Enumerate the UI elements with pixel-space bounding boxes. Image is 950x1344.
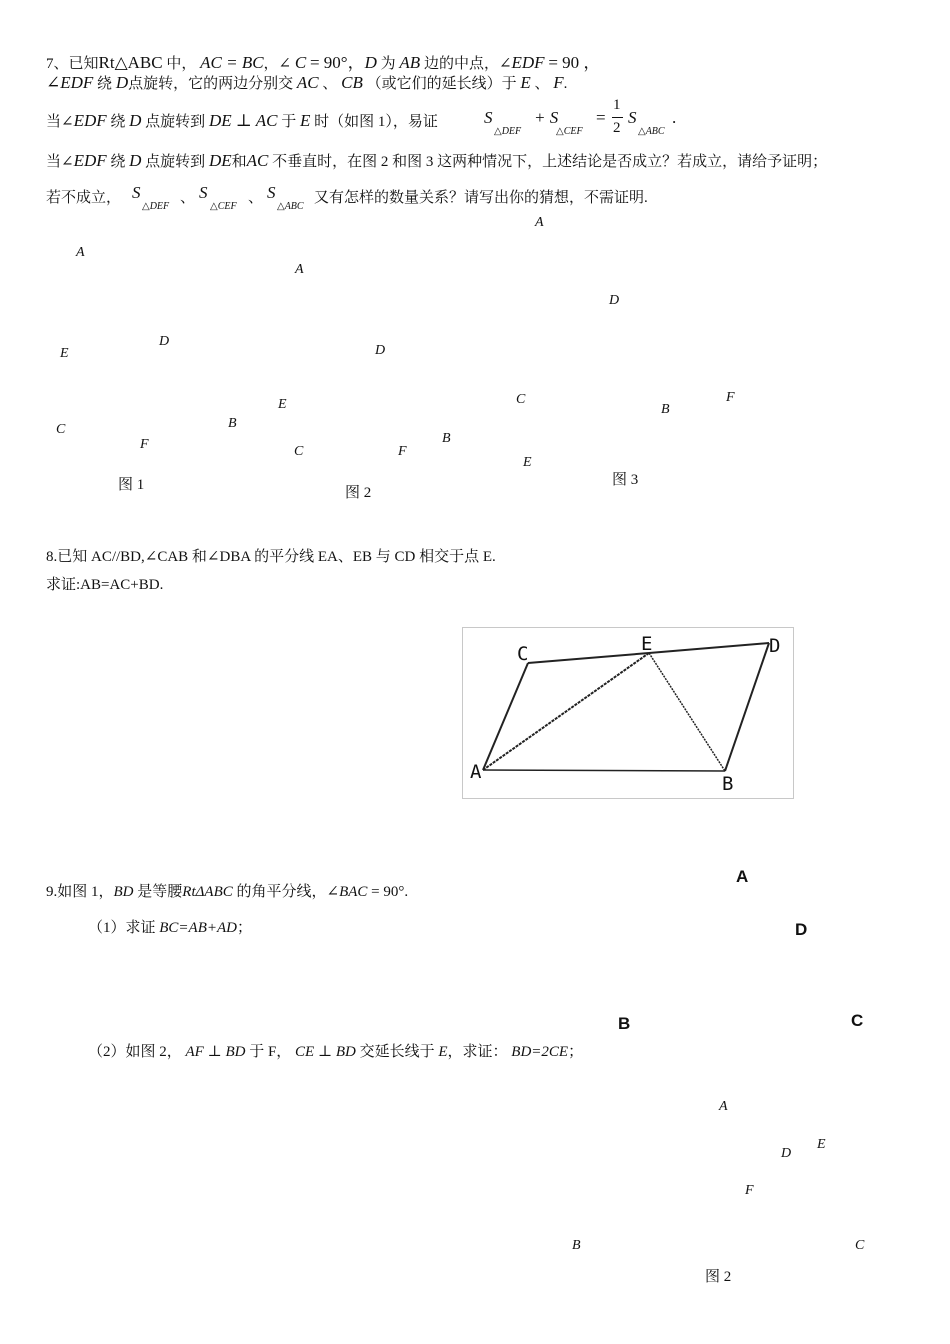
point-label-A: A xyxy=(719,1099,728,1114)
point-label-A: A xyxy=(76,245,85,260)
point-label-D: D xyxy=(609,293,620,308)
formula-eq: = xyxy=(596,108,606,127)
text: ； xyxy=(237,920,253,936)
problem9-part1 xyxy=(88,916,252,937)
text: （2）如图 2， xyxy=(88,1044,182,1060)
math: = 90° xyxy=(371,884,405,900)
text: （1）求证 xyxy=(88,920,156,936)
problem8-line1: 8.已知 AC//BD,∠CAB 和∠DBA 的平分线 EA、EB 与 CD 相交于点 E. xyxy=(46,549,496,565)
math: AF ⊥ BD xyxy=(185,1044,246,1060)
fraction-bar xyxy=(612,117,623,118)
math: C xyxy=(294,53,307,72)
point-label-C: C xyxy=(516,392,526,407)
text: 点旋转到 xyxy=(145,154,206,170)
figure-caption: 图 2 xyxy=(705,1269,732,1285)
problem7-line3 xyxy=(46,110,438,131)
point-label-D: D xyxy=(375,343,386,358)
math: DE xyxy=(208,151,232,170)
text: 是等腰 xyxy=(137,884,183,900)
math: DE ⊥ AC xyxy=(208,111,278,130)
math: AC xyxy=(246,151,269,170)
math: E xyxy=(438,1044,448,1060)
text: 绕 xyxy=(110,114,126,130)
point-label-D: D xyxy=(159,334,170,349)
point-label-C: C xyxy=(56,422,66,437)
problem8-figure xyxy=(462,627,794,799)
math: D xyxy=(364,53,377,72)
text: 中， xyxy=(166,56,197,72)
point-label-C: C xyxy=(851,1011,864,1030)
point-label-A: A xyxy=(535,215,544,230)
text: 的角平分线，∠ xyxy=(236,884,340,900)
problem7-line2 xyxy=(46,72,567,93)
math: CB xyxy=(341,73,363,92)
formula-sub: △ABC xyxy=(277,201,304,212)
problem7-line1 xyxy=(46,48,600,73)
point-label-B: B xyxy=(228,416,237,431)
point-label-E: E xyxy=(817,1137,826,1152)
formula-sub: △DEF xyxy=(142,201,170,212)
text: 9.如图 1， xyxy=(46,884,114,900)
point-label-E: E xyxy=(278,397,287,412)
math: AC xyxy=(296,73,319,92)
formula-end: . xyxy=(672,108,677,127)
figure-caption: 图 1 xyxy=(118,477,145,493)
point-label-D: D xyxy=(781,1146,792,1161)
text: 时（如图 1），易证 xyxy=(314,114,438,130)
figure-caption: 图 2 xyxy=(345,485,372,501)
point-label-A: A xyxy=(736,867,749,886)
point-label-C: C xyxy=(517,643,529,665)
point-label-C: C xyxy=(855,1238,865,1253)
text: ，求证： xyxy=(447,1044,508,1060)
text: 交延长线于 xyxy=(359,1044,435,1060)
text: ； xyxy=(568,1044,584,1060)
point-label-B: B xyxy=(661,402,670,417)
math: D xyxy=(115,73,129,92)
point-label-F: F xyxy=(745,1183,754,1198)
text: （或它们的延长线）于 xyxy=(366,76,517,92)
math: BD xyxy=(113,884,134,900)
math: D xyxy=(129,111,142,130)
text: 不垂直时，在图 2 和图 3 这两种情况下，上述结论是否成立？若成立，请给予证明； xyxy=(272,154,828,170)
point-label-A: A xyxy=(470,761,482,783)
text: . xyxy=(563,76,568,92)
formula-sub: △ABC xyxy=(638,126,665,137)
text: 当∠ xyxy=(46,114,74,130)
math: RtΔABC xyxy=(182,884,233,900)
point-label-F: F xyxy=(398,444,407,459)
formula-S: S xyxy=(132,183,141,202)
problem7-line5 xyxy=(46,186,121,207)
point-label-E: E xyxy=(523,455,532,470)
math: D xyxy=(129,151,142,170)
math: BD=2CE xyxy=(511,1044,569,1060)
math: F xyxy=(553,73,564,92)
text: 若不成立， xyxy=(46,190,122,206)
point-label-F: F xyxy=(726,390,735,405)
text: 绕 xyxy=(97,76,113,92)
text: . xyxy=(404,884,409,900)
formula-plus: + S xyxy=(534,108,559,127)
math: ∠EDF xyxy=(46,73,94,92)
segment-CE xyxy=(528,653,649,663)
point-label-D: D xyxy=(769,635,781,657)
math: EDF xyxy=(73,151,107,170)
point-label-D: D xyxy=(795,920,808,939)
text: 7、已知 xyxy=(46,56,99,72)
formula-sub: △CEF xyxy=(556,126,583,137)
segment-AC xyxy=(483,663,528,770)
math: AB xyxy=(399,53,421,72)
math: BAC xyxy=(339,884,368,900)
math: Rt△ABC xyxy=(98,53,163,72)
text: 绕 xyxy=(110,154,126,170)
math: CE ⊥ BD xyxy=(295,1044,356,1060)
point-label-F: F xyxy=(140,437,149,452)
point-label-B: B xyxy=(572,1238,581,1253)
text: 和 xyxy=(231,154,247,170)
math: E xyxy=(520,73,531,92)
text: ，∠ xyxy=(263,56,292,72)
math: EDF xyxy=(511,53,545,72)
math: BC=AB+AD xyxy=(159,920,237,936)
segment-BD xyxy=(725,643,769,771)
problem8-diagram xyxy=(463,628,793,798)
point-label-E: E xyxy=(60,346,69,361)
point-label-E: E xyxy=(641,633,653,655)
math: AC = BC xyxy=(200,53,264,72)
formula-S: S xyxy=(267,183,276,202)
text: 于 xyxy=(281,114,297,130)
math: E xyxy=(300,111,311,130)
formula-S: S xyxy=(484,108,493,127)
math: = 90°， xyxy=(309,53,365,72)
point-label-C: C xyxy=(294,444,304,459)
point-label-B: B xyxy=(722,773,734,795)
problem7-line5-rest: 又有怎样的数量关系？请写出你的猜想，不需证明. xyxy=(314,190,648,206)
math: EDF xyxy=(73,111,107,130)
separator: 、 xyxy=(180,190,196,206)
text: 、 xyxy=(534,76,550,92)
text: 边的中点，∠ xyxy=(423,56,512,72)
fraction-numerator: 1 xyxy=(613,97,621,113)
segment-EB xyxy=(649,653,725,771)
problem7-line4 xyxy=(46,150,827,171)
point-label-B: B xyxy=(442,431,451,446)
text: 点旋转，它的两边分别交 xyxy=(128,76,294,92)
figure-caption: 图 3 xyxy=(612,472,639,488)
segment-ED xyxy=(649,643,769,653)
text: 、 xyxy=(322,76,338,92)
point-label-A: A xyxy=(295,262,304,277)
separator: 、 xyxy=(248,190,264,206)
formula-sub: △DEF xyxy=(494,126,522,137)
problem8-line2: 求证:AB=AC+BD. xyxy=(46,577,164,593)
fraction-denominator: 2 xyxy=(613,120,621,136)
point-label-B: B xyxy=(618,1014,631,1033)
text: 为 xyxy=(380,56,396,72)
text: 于 F， xyxy=(249,1044,292,1060)
segment-AB xyxy=(483,770,725,771)
formula-sub: △CEF xyxy=(210,201,237,212)
text: 当∠ xyxy=(46,154,74,170)
formula-S: S xyxy=(628,108,637,127)
formula-S: S xyxy=(199,183,208,202)
problem9-part2 xyxy=(88,1040,583,1061)
text: 点旋转到 xyxy=(145,114,206,130)
problem9-line1 xyxy=(46,880,408,901)
math: = 90 ， xyxy=(548,53,601,72)
